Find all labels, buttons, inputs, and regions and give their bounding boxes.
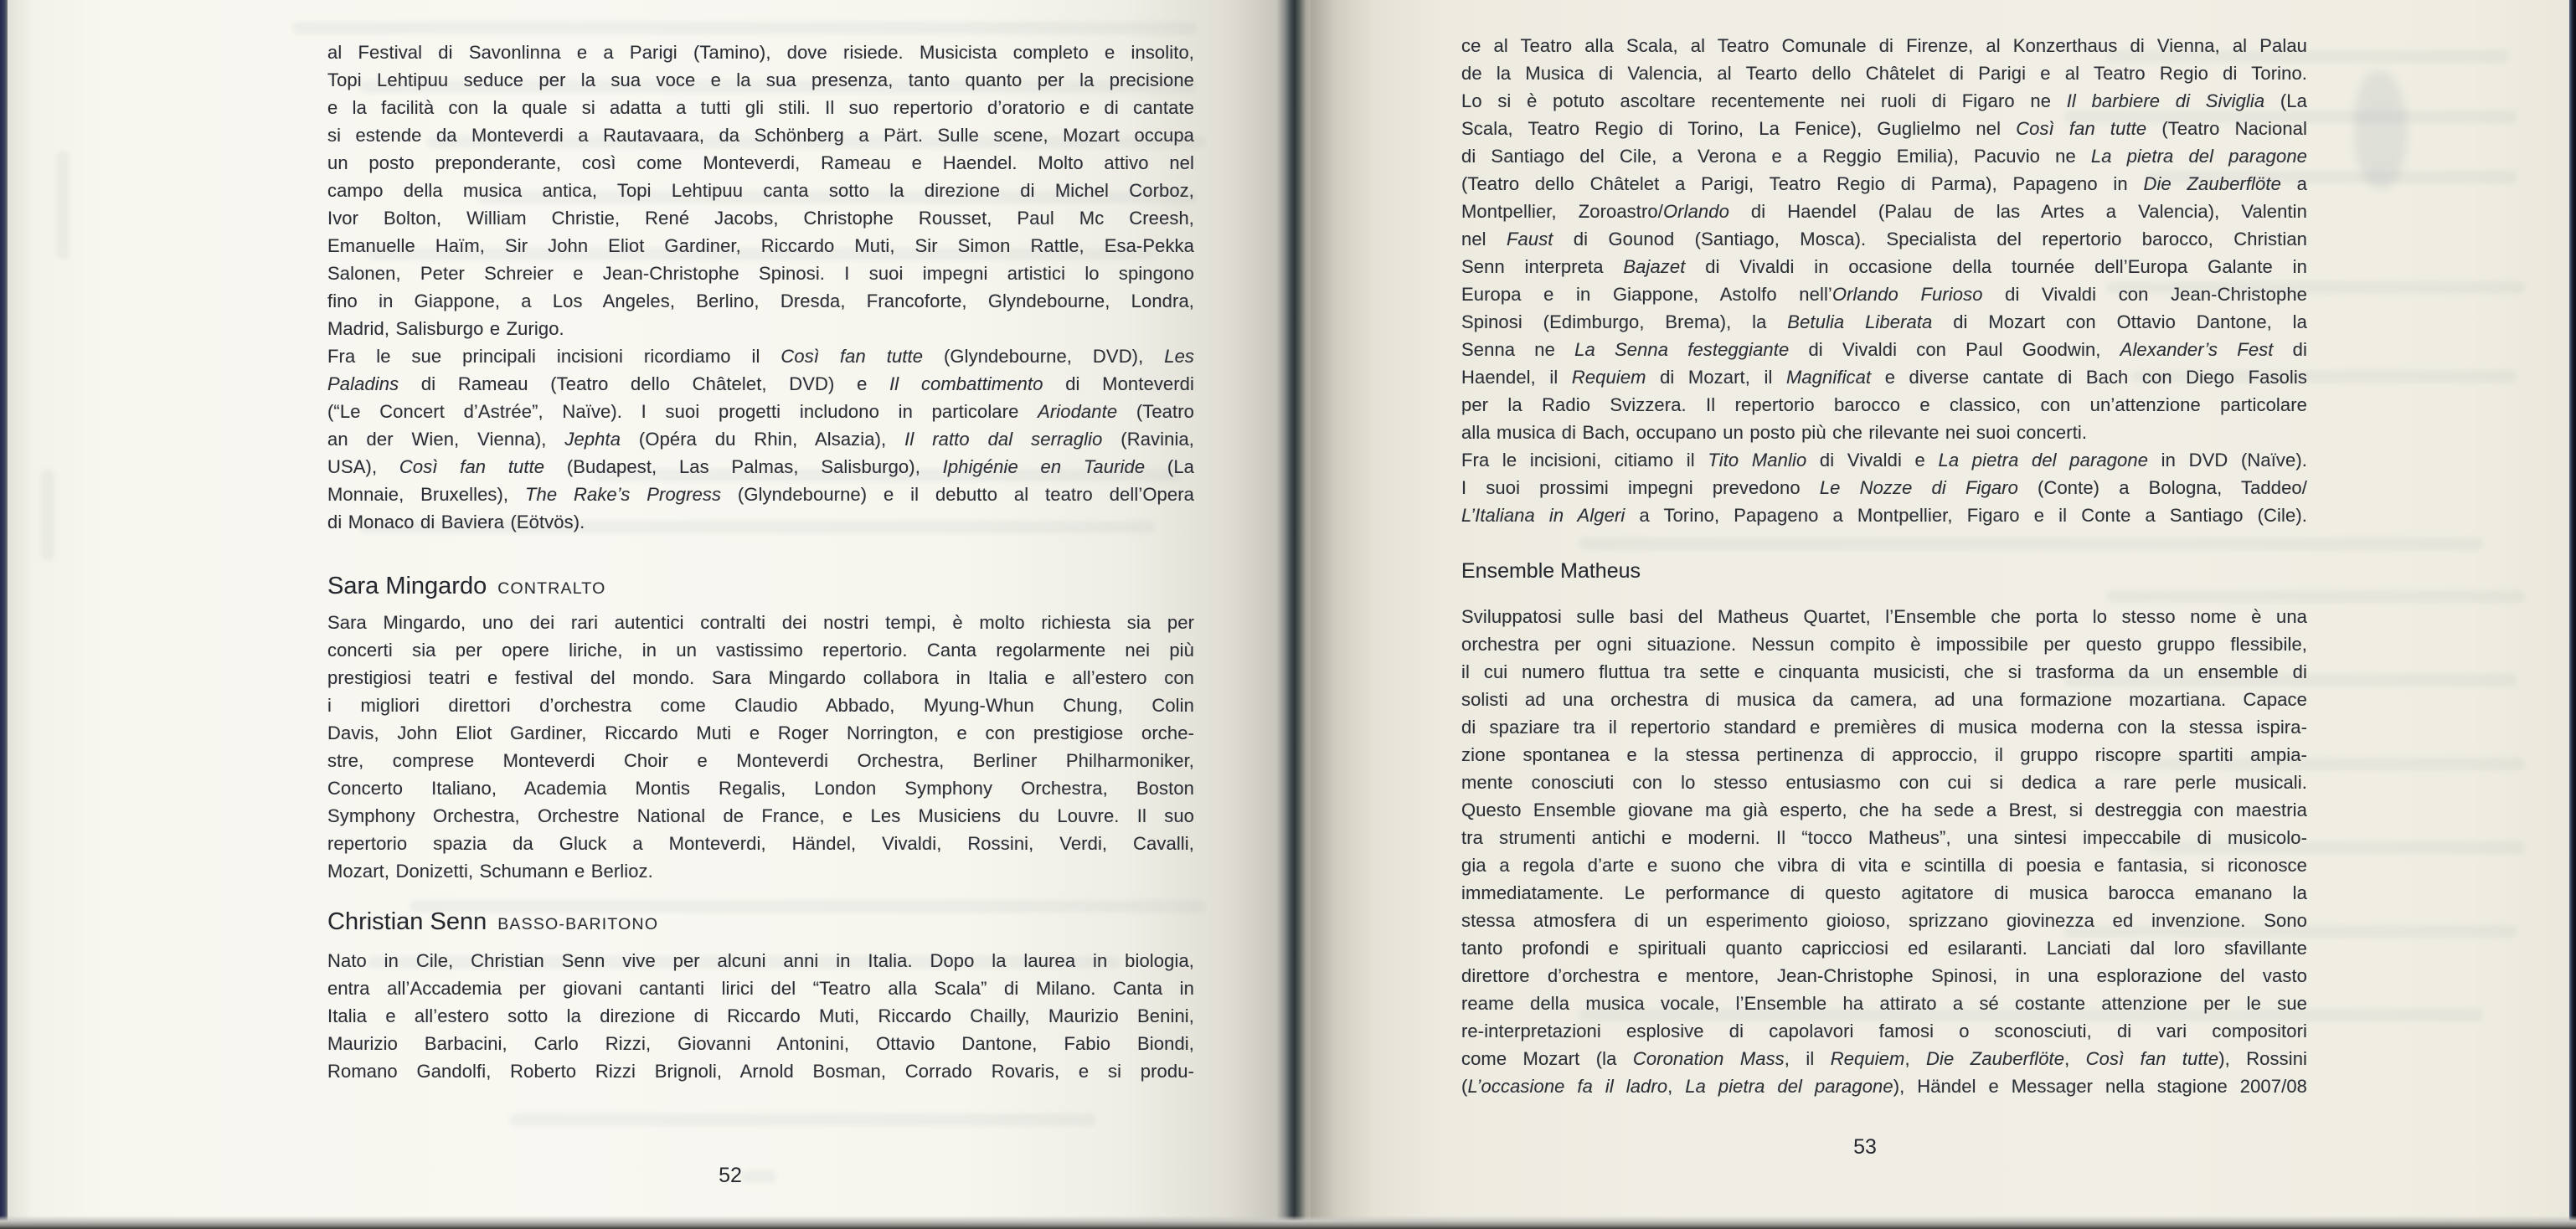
text-line: come Mozart (la Coronation Mass, il Requiem, Die Zauberflöte, Così fan tutte), Rossini	[1461, 1048, 2307, 1069]
book-gutter-shadow	[1277, 0, 1311, 1229]
text-line: un posto preponderante, così come Monteverdi, Rameau e Haendel. Molto attivo nel	[327, 152, 1194, 173]
text-line: Scala, Teatro Regio di Torino, La Fenice), Guglielmo nel Così fan tutte (Teatro Nacional	[1461, 118, 2307, 139]
text-line: i migliori direttori d’orchestra come Claudio Abbado, Myung-Whun Chung, Colin	[327, 695, 1194, 716]
text-line: Europa e in Giappone, Astolfo nell’Orlando Furioso di Vivaldi con Jean-Christophe	[1461, 284, 2307, 305]
text-line: de la Musica di Valencia, al Tearto dello Châtelet di Parigi e al Teatro Regio di Torino.	[1461, 63, 2307, 84]
text-line: Topi Lehtipuu seduce per la sua voce e la sua presenza, tanto quanto per la precisione	[327, 69, 1194, 90]
text-line: L’Italiana in Algeri a Torino, Papageno a Montpellier, Figaro e il Conte a Santiago (Cile).	[1461, 505, 2307, 526]
text-line: si estende da Monteverdi a Rautavaara, da Schönberg a Pärt. Sulle scene, Mozart occupa	[327, 125, 1194, 146]
bleedthrough-line	[292, 22, 1197, 34]
text-line: Symphony Orchestra, Orchestre National de France, e Les Musiciens du Louvre. Il suo	[327, 805, 1194, 826]
text-line: (“Le Concert d’Astrée”, Naïve). I suoi progetti includono in particolare Ariodante (Teatro	[327, 401, 1194, 422]
text-line: reame della musica vocale, l’Ensemble ha attirato a sé costante attenzione per le sue	[1461, 993, 2307, 1014]
text-line: Fra le sue principali incisioni ricordiamo il Così fan tutte (Glyndebourne, DVD), Les	[327, 346, 1194, 367]
text-line: an der Wien, Vienna), Jephta (Opéra du Rhin, Alsazia), Il ratto dal serraglio (Ravinia,	[327, 429, 1194, 450]
text-line: nel Faust di Gounod (Santiago, Mosca). Specialista del repertorio barocco, Christian	[1461, 229, 2307, 249]
text-line: di spaziare tra il repertorio standard e premières di musica moderna con la stessa ispira-	[1461, 717, 2307, 738]
text-line: repertorio spazia da Gluck a Monteverdi, Händel, Vivaldi, Rossini, Verdi, Cavalli,	[327, 833, 1194, 854]
text-line: entra all’Accademia per giovani cantanti lirici del “Teatro alla Scala” di Milano. Canta in	[327, 978, 1194, 999]
text-line: Maurizio Barbacini, Carlo Rizzi, Giovanni Antonini, Ottavio Dantone, Fabio Biondi,	[327, 1033, 1194, 1054]
page-number-right: 53	[1853, 1135, 1877, 1159]
section-heading-christian-senn	[327, 908, 658, 936]
text-line: Emanuelle Haïm, Sir John Eliot Gardiner, Riccardo Muti, Sir Simon Rattle, Esa-Pekka	[327, 235, 1194, 256]
text-line: concerti sia per opere liriche, in un vastissimo repertorio. Canta regolarmente nei più	[327, 640, 1194, 661]
text-line: Salonen, Peter Schreier e Jean-Christophe Spinosi. I suoi impegni artistici lo spingono	[327, 263, 1194, 284]
text-line: (Teatro dello Châtelet a Parigi, Teatro Regio di Parma), Papageno in Die Zauberflöte a	[1461, 173, 2307, 194]
text-line: tra strumenti antichi e moderni. Il “tocco Matheus”, una sintesi impeccabile di musicolo-	[1461, 827, 2307, 848]
page-number-left: 52	[719, 1164, 742, 1187]
paragraph-christian-senn-continued	[1461, 32, 2307, 446]
artist-name: Sara Mingardo	[327, 573, 487, 599]
text-line: direttore d’orchestra e mentore, Jean-Christophe Spinosi, in una esplorazione del vasto	[1461, 965, 2307, 986]
text-line: Fra le incisioni, citiamo il Tito Manlio di Vivaldi e La pietra del paragone in DVD (Naïve).	[1461, 450, 2307, 471]
text-line: di Santiago del Cile, a Verona e a Reggio Emilia), Pacuvio ne La pietra del paragone	[1461, 146, 2307, 167]
text-line: Sviluppatosi sulle basi del Matheus Quartet, l’Ensemble che porta lo stesso nome è una	[1461, 606, 2307, 627]
text-line: gia a regola d’arte e suono che vibra di vita e scintilla di poesia e fantasia, si riconosce	[1461, 855, 2307, 876]
scan-edge-bottom	[0, 1216, 2576, 1229]
paragraph-topi-lehtipuu	[327, 39, 1194, 342]
text-line: (L’occasione fa il ladro, La pietra del paragone), Händel e Messager nella stagione 2007/08	[1461, 1076, 2307, 1097]
scan-edge-right	[2569, 0, 2576, 1229]
text-line: Italia e all’estero sotto la direzione di Riccardo Muti, Riccardo Chailly, Maurizio Benini,	[327, 1005, 1194, 1026]
artist-role: BASSO-BARITONO	[497, 915, 659, 933]
paragraph-christian-senn	[327, 947, 1194, 1085]
section-heading-ensemble-matheus	[1461, 559, 1641, 584]
text-line: Spinosi (Edimburgo, Brema), la Betulia Liberata di Mozart con Ottavio Dantone, la	[1461, 311, 2307, 332]
paragraph-senn-recordings	[1461, 446, 2307, 529]
text-line: campo della musica antica, Topi Lehtipuu canta sotto la direzione di Michel Corboz,	[327, 180, 1194, 201]
text-line: Concerto Italiano, Academia Montis Regalis, London Symphony Orchestra, Boston	[327, 778, 1194, 799]
text-line: re-interpretazioni esplosive di capolavori famosi o sconosciuti, di vari compositori	[1461, 1021, 2307, 1041]
bleedthrough-line	[510, 1113, 1096, 1126]
paragraph-ensemble-matheus	[1461, 603, 2307, 1100]
text-line: Monnaie, Bruxelles), The Rake’s Progress (Glyndebourne) e il debutto al teatro dell’Opera	[327, 484, 1194, 505]
bleedthrough-line	[1579, 537, 2483, 550]
text-line: fino in Giappone, a Los Angeles, Berlino, Dresda, Francoforte, Glyndebourne, Londra,	[327, 291, 1194, 311]
text-line: Nato in Cile, Christian Senn vive per alcuni anni in Italia. Dopo la laurea in biologia,	[327, 950, 1194, 971]
bleedthrough-mark	[56, 151, 70, 260]
text-line: il cui numero fluttua tra sette e cinquanta musicisti, che si trasforma da un ensemble di	[1461, 661, 2307, 682]
artist-name: Christian Senn	[327, 908, 487, 935]
text-line: stessa atmosfera di un esperimento gioioso, sprizzano giovinezza ed invenzione. Sono	[1461, 910, 2307, 931]
text-line: Ivor Bolton, William Christie, René Jacobs, Christophe Rousset, Paul Mc Creesh,	[327, 208, 1194, 229]
page-left	[8, 0, 1277, 1229]
text-line: prestigiosi teatri e festival del mondo. Sara Mingardo collabora in Italia e all’estero con	[327, 667, 1194, 688]
text-line: Madrid, Salisburgo e Zurigo.	[327, 318, 564, 339]
text-line: Montpellier, Zoroastro/Orlando di Haendel (Palau de las Artes a Valencia), Valentin	[1461, 201, 2307, 222]
text-line: Davis, John Eliot Gardiner, Riccardo Muti e Roger Norrington, e con prestigiose orche-	[327, 722, 1194, 743]
text-line: immediatamente. Le performance di questo agitatore di musica barocca emanano la	[1461, 882, 2307, 903]
paragraph-sara-mingardo	[327, 609, 1194, 885]
text-line: zione spontanea e la stessa pertinenza di approccio, il gruppo riscopre spartiti ampia-	[1461, 744, 2307, 765]
section-heading-sara-mingardo	[327, 573, 605, 600]
text-line: I suoi prossimi impegni prevedono Le Nozze di Figaro (Conte) a Bologna, Taddeo/	[1461, 477, 2307, 498]
text-line: Sara Mingardo, uno dei rari autentici contralti dei nostri tempi, è molto richiesta sia per	[327, 612, 1194, 633]
text-line: orchestra per ogni situazione. Nessun compito è impossibile per questo gruppo flessibile,	[1461, 634, 2307, 655]
text-line: stre, comprese Monteverdi Choir e Monteverdi Orchestra, Berliner Philharmoniker,	[327, 750, 1194, 771]
text-line: solisti ad una orchestra di musica da camera, ad una formazione mozartiana. Capace	[1461, 689, 2307, 710]
text-line: e la facilità con la quale si adatta a tutti gli stili. Il suo repertorio d’oratorio e di cantate	[327, 97, 1194, 118]
text-line: Haendel, il Requiem di Mozart, il Magnificat e diverse cantate di Bach con Diego Fasolis	[1461, 367, 2307, 388]
text-line: Mozart, Donizetti, Schumann e Berlioz.	[327, 861, 653, 882]
text-line: Questo Ensemble giovane ma già esperto, che ha sede a Brest, si destreggia con maestria	[1461, 800, 2307, 820]
text-line: al Festival di Savonlinna e a Parigi (Tamino), dove risiede. Musicista completo e insolito,	[327, 42, 1194, 63]
scan-edge-left	[0, 0, 8, 1229]
text-line: Senna ne La Senna festeggiante di Vivaldi con Paul Goodwin, Alexander’s Fest di	[1461, 339, 2307, 360]
text-line: USA), Così fan tutte (Budapest, Las Palmas, Salisburgo), Iphigénie en Tauride (La	[327, 456, 1194, 477]
text-line: di Monaco di Baviera (Eötvös).	[327, 512, 585, 532]
text-line: Romano Gandolfi, Roberto Rizzi Brignoli, Arnold Bosman, Corrado Rovaris, e si produ-	[327, 1061, 1194, 1082]
ensemble-name: Ensemble Matheus	[1461, 559, 1641, 583]
text-line: tanto profondi e spirituali quanto capricciosi ed esilaranti. Lanciati dal loro sfavillante	[1461, 938, 2307, 959]
text-line: ce al Teatro alla Scala, al Teatro Comunale di Firenze, al Konzerthaus di Vienna, al Palau	[1461, 35, 2307, 56]
bleedthrough-line	[2106, 590, 2525, 603]
text-line: per la Radio Svizzera. Il repertorio barocco e classico, con un’attenzione particolare	[1461, 394, 2307, 415]
text-line: Lo si è potuto ascoltare recentemente nei ruoli di Figaro ne Il barbiere di Siviglia (La	[1461, 90, 2307, 111]
text-line: mente conosciuti con lo stesso entusiasmo con cui si dedica a rare perle musicali.	[1461, 772, 2307, 793]
artist-role: CONTRALTO	[497, 579, 606, 598]
text-line: alla musica di Bach, occupano un posto più che rilevante nei suoi concerti.	[1461, 422, 2088, 443]
paragraph-topi-recordings	[327, 342, 1194, 536]
bleedthrough-mark	[41, 469, 54, 561]
text-line: Senn interpreta Bajazet di Vivaldi in occasione della tournée dell’Europa Galante in	[1461, 256, 2307, 277]
page-right	[1311, 0, 2569, 1229]
text-line: Paladins di Rameau (Teatro dello Châtelet, DVD) e Il combattimento di Monteverdi	[327, 373, 1194, 394]
